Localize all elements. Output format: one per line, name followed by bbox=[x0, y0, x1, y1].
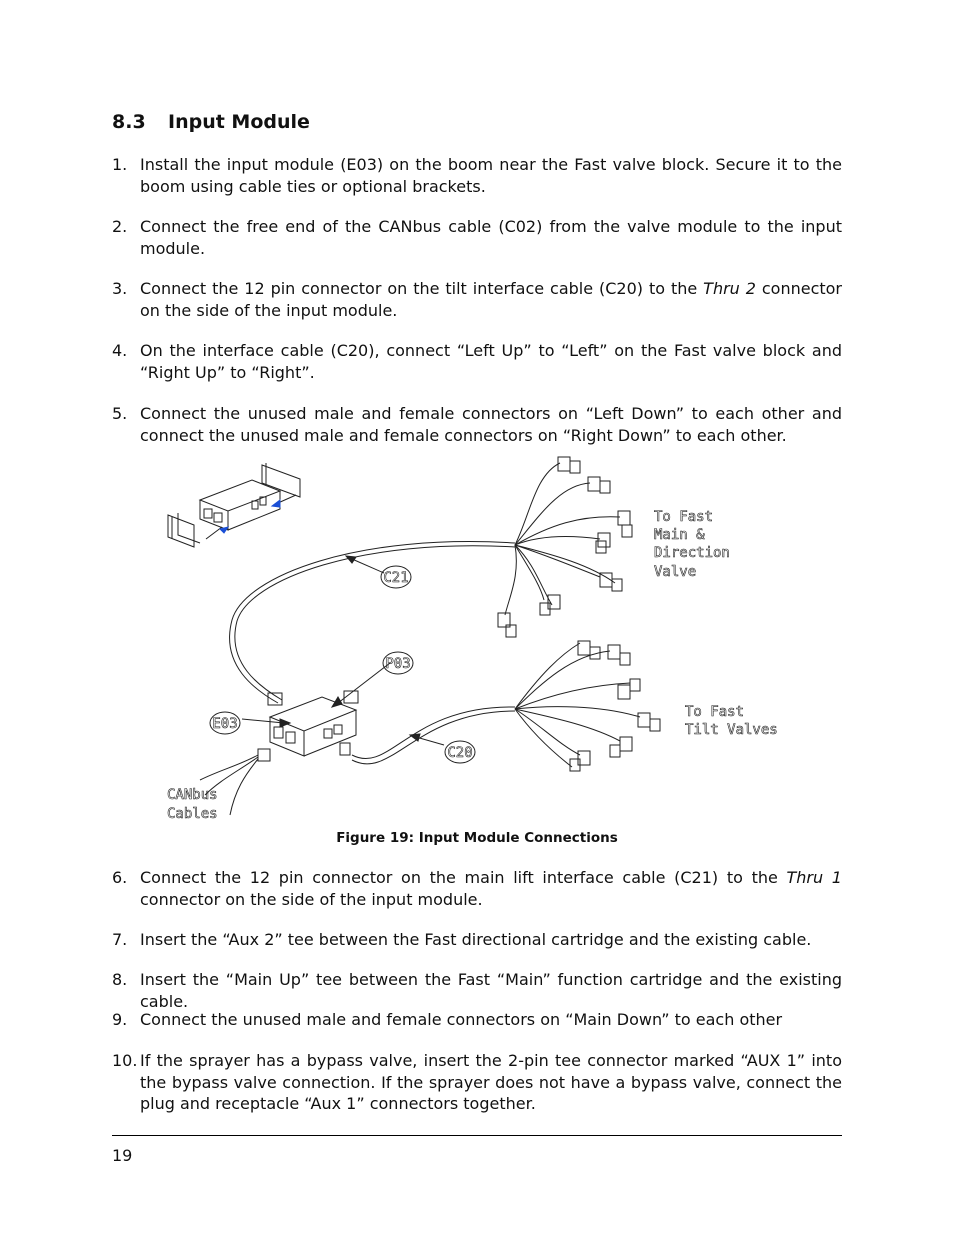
step-number: 1. bbox=[112, 155, 128, 174]
step-6 bbox=[112, 867, 842, 910]
step-5 bbox=[112, 403, 842, 446]
step-7 bbox=[112, 929, 842, 951]
step-text: Connect the unused male and female connectors on “Main Down” to each other bbox=[140, 1010, 783, 1029]
step-4 bbox=[112, 340, 842, 383]
main-valve-connectors bbox=[498, 457, 632, 637]
label-main-valve-line-1: To Fast bbox=[654, 509, 714, 525]
input-module-diagram bbox=[160, 455, 800, 827]
step-text: Connect the 12 pin connector on the tilt interface cable (C20) to the Thru 2 connector on the side of the input module. bbox=[140, 279, 843, 320]
step-text: Install the input module (E03) on the boom near the Fast valve block. Secure it to the boom using cable ties or optional brackets. bbox=[140, 155, 842, 196]
step-number: 3. bbox=[112, 279, 128, 298]
tilt-valve-connectors bbox=[570, 641, 660, 771]
label-main-valve-line-2: Main & bbox=[654, 527, 705, 543]
label-c21: C21 bbox=[383, 570, 409, 586]
figure-caption: Figure 19: Input Module Connections bbox=[336, 830, 618, 846]
step-text: If the sprayer has a bypass valve, insert the 2-pin tee connector marked “AUX 1” into the bypass valve connection. If the sprayer does not have a bypass valve, connect the plug and receptacle “Aux 1” connectors together. bbox=[140, 1051, 842, 1113]
step-number: 9. bbox=[112, 1010, 128, 1029]
step-number: 6. bbox=[112, 868, 128, 887]
step-2 bbox=[112, 216, 842, 259]
label-e03: E03 bbox=[212, 716, 238, 732]
step-8 bbox=[112, 969, 842, 1012]
step-9 bbox=[112, 1009, 842, 1031]
step-number: 7. bbox=[112, 930, 128, 949]
step-number: 2. bbox=[112, 217, 128, 236]
c21-cable bbox=[230, 542, 515, 703]
input-module-e03 bbox=[258, 691, 358, 761]
label-c20: C20 bbox=[447, 745, 473, 761]
step-number: 5. bbox=[112, 404, 128, 423]
connector-name-thru-1: Thru 1 bbox=[786, 868, 842, 887]
tilt-valve-branches bbox=[515, 643, 640, 767]
section-number: 8.3 bbox=[112, 111, 146, 133]
label-main-valve-line-4: Valve bbox=[654, 564, 697, 580]
step-text: Connect the unused male and female connectors on “Left Down” to each other and connect the unused male and female connectors on “Right Down” to each other. bbox=[140, 404, 842, 445]
label-tilt-line-1: To Fast bbox=[685, 704, 745, 720]
step-number: 8. bbox=[112, 970, 128, 989]
diagram-labels bbox=[167, 509, 778, 822]
section-heading bbox=[112, 111, 310, 133]
page-number: 19 bbox=[112, 1146, 133, 1165]
step-number: 10. bbox=[112, 1051, 138, 1070]
label-canbus-line-1: CANbus bbox=[167, 787, 218, 803]
section-title: Input Module bbox=[168, 111, 310, 133]
step-text: Connect the 12 pin connector on the main lift interface cable (C21) to the Thru 1 connector on the side of the input module. bbox=[140, 868, 842, 909]
inset-module-bracket-drawing bbox=[168, 463, 300, 547]
step-number: 4. bbox=[112, 341, 128, 360]
step-text: Connect the free end of the CANbus cable (C02) from the valve module to the input module. bbox=[140, 217, 842, 258]
label-tilt-line-2: Tilt Valves bbox=[685, 722, 778, 738]
step-10 bbox=[112, 1050, 842, 1115]
label-canbus-line-2: Cables bbox=[167, 806, 218, 822]
connector-name-thru-2: Thru 2 bbox=[703, 279, 756, 298]
step-text: Insert the “Main Up” tee between the Fast “Main” function cartridge and the existing cable. bbox=[140, 970, 842, 1011]
label-main-valve-line-3: Direction bbox=[654, 545, 730, 561]
main-valve-branches bbox=[505, 463, 620, 615]
step-3 bbox=[112, 278, 842, 321]
step-1 bbox=[112, 154, 842, 197]
step-text: Insert the “Aux 2” tee between the Fast directional cartridge and the existing cable. bbox=[140, 930, 812, 949]
label-p03: P03 bbox=[385, 656, 411, 672]
step-text: On the interface cable (C20), connect “Left Up” to “Left” on the Fast valve block and “Right Up” to “Right”. bbox=[140, 341, 842, 382]
c20-cable bbox=[352, 707, 515, 764]
footer-rule bbox=[112, 1135, 842, 1136]
